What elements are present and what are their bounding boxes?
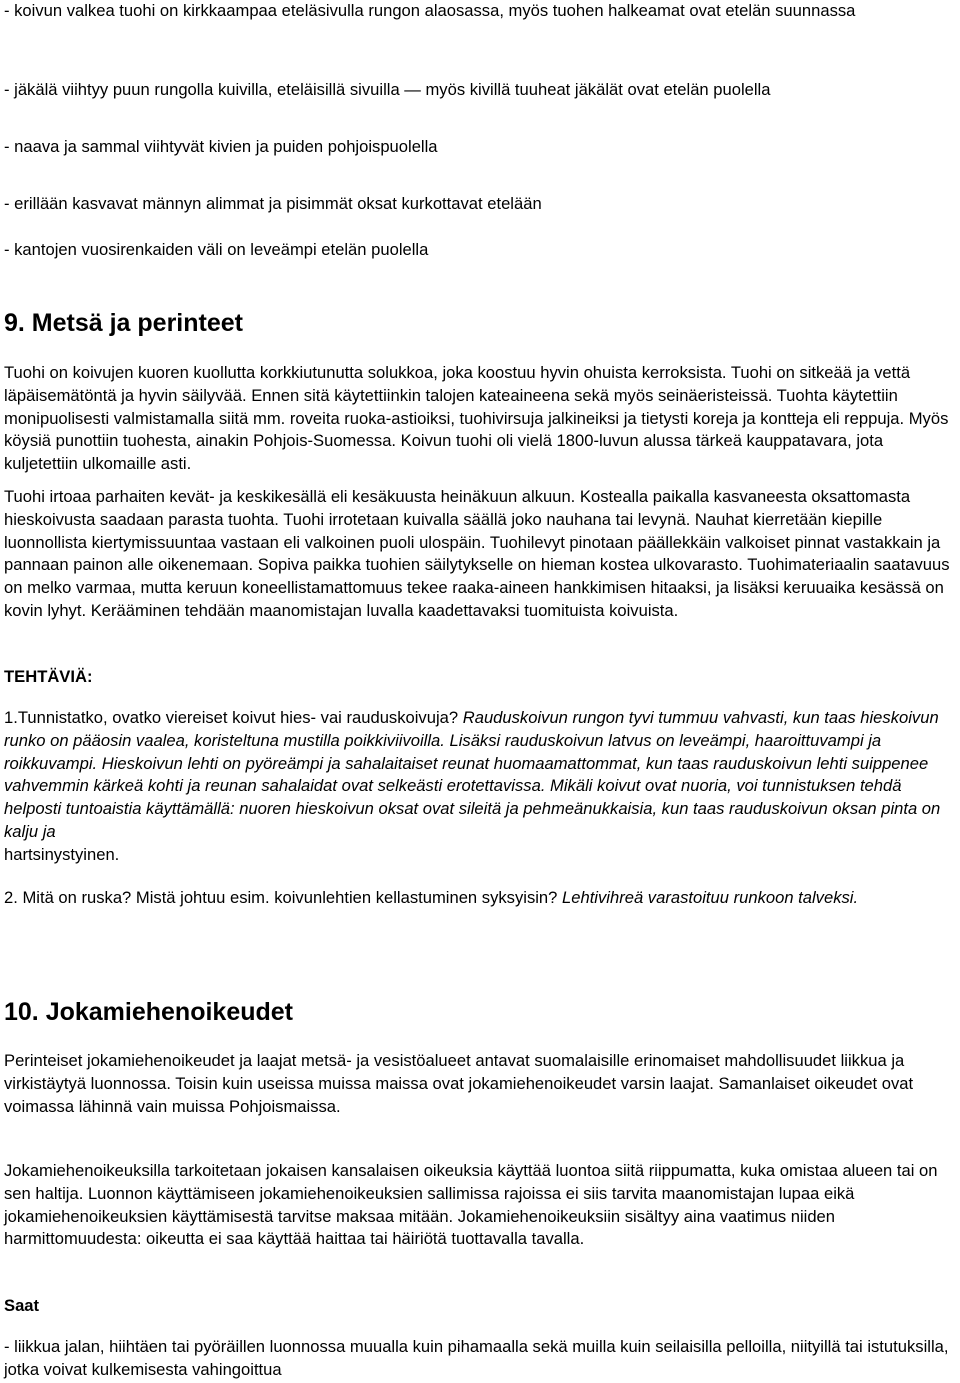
task-question: 1.Tunnistatko, ovatko viereiset koivut hies- vai rauduskoivuja?	[4, 708, 459, 727]
task-question: 2. Mitä on ruska? Mistä johtuu esim. koivunlehtien kellastuminen syksyisin?	[4, 888, 558, 907]
list-item: - liikkua jalan, hiihtäen tai pyöräillen luonnossa muualla kuin pihamaalla sekä muilla kuin seilaisilla pelloilla, niityillä tai istutuksilla, jotka voivat kulkemisesta vahingoittua	[4, 1337, 949, 1379]
paragraph: Tuohi on koivujen kuoren kuollutta korkkiutunutta solukkoa, joka koostuu hyvin ohuista kerroksista. Tuohi on sitkeää ja vettä läpäisemätöntä ja hyvin säilyvää. Ennen sitä käytettiinkin talojen kateaineena sekä myös seinäeristeissä. Tuohta käytettiin monipuolisesti valmistamalla siitä mm. roveita ruoka-astioiksi, tuohivirsuja jalkineiksi ja tietysti koreja ja kontteja eli reppuja. Myös köysiä punottiin tuohesta, ainakin Pohjois-Suomessa. Koivun tuohi oli vielä 1800-luvun alussa tärkeä kauppatavara, jota kuljetettiin ulkomaille asti.	[4, 363, 949, 474]
paragraph: Jokamiehenoikeuksilla tarkoitetaan jokaisen kansalaisen oikeuksia käyttää luontoa siitä riippumatta, kuka omistaa alueen tai on sen haltija. Luonnon käyttämiseen jokamiehenoikeuksien sallimissa rajoissa ei siis tarvita maanomistajan lupaa eikä jokamiehenoikeuksien käyttämisestä tarvitse maksaa mitään. Jokamiehenoikeuksiin sisältyy aina vaatimus niiden harmittomuudesta: oikeutta ei saa käyttää haittaa tai häiriötä tuottavalla tavalla.	[4, 1161, 938, 1249]
list-item: - naava ja sammal viihtyvät kivien ja puiden pohjoispuolella	[4, 137, 438, 156]
list-item: - erillään kasvavat männyn alimmat ja pisimmät oksat kurkottavat etelään	[4, 194, 542, 213]
task-2	[4, 887, 956, 910]
task-answer: Rauduskoivun rungon tyvi tummuu vahvasti, kun taas hieskoivun runko on pääosin vaalea, koristeltuna mustilla poikkiviivoilla. Lisäksi rauduskoivun latvus on leveämpi, haaroittuvampi ja roikkuvampi. Hieskoivun lehti on pyöreämpi ja sahalaitaiset reunat huomaamattommat, kun taas rauduskoivun lehti suippenee vahvemmin kärkeä kohti ja reunan sahalaidat ovat selkeästi erotettavissa. Mikäli koivut ovat nuoria, voi tunnistuksen tehdä helposti tuntoaistia käyttämällä: nuoren hieskoivun oksat ovat sileitä ja pehmeänukkaisia, kun taas rauduskoivun oksan pinta on kalju ja	[4, 708, 941, 841]
list-item: - jäkälä viihtyy puun rungolla kuivilla, eteläisillä sivuilla — myös kivillä tuuheat jäkälät ovat etelän puolella	[4, 80, 771, 99]
tasks-label: TEHTÄVIÄ:	[4, 667, 93, 686]
task-answer: Lehtivihreä varastoituu runkoon talveksi.	[562, 888, 859, 907]
task-1	[4, 707, 956, 867]
paragraph: Tuohi irtoaa parhaiten kevät- ja keskikesällä eli kesäkuusta heinäkuun alkuun. Kostealla paikalla kasvaneesta oksattomasta hieskoivusta saadaan parasta tuohta. Tuohi irrotetaan kuivalla säällä joko nauhana tai levynä. Nauhat kierretään kiepille luonnollista kiertymissuuntaa vastaan eli valkoinen puoli ulospäin. Tuohilevyt pinotaan päällekkäin valkoiset pinnat vastakkain ja pannaan painon alle oikenemaan. Sopiva paikka tuohien säilytykselle on hieman kostea ulkovarasto. Tuohimateriaalin saatavuus on melko varmaa, mutta keruun koneellistamattomuus tekee raaka-aineen hankkimisen hitaaksi, ja lisäksi keruuaika kesässä on kovin lyhyt. Kerääminen tehdään maanomistajan luvalla kaadettavaksi tuomituista koivuista.	[4, 487, 950, 620]
section-heading: 9. Metsä ja perinteet	[4, 309, 243, 337]
task-answer-tail: hartsinystyinen.	[4, 844, 120, 864]
section-heading: 10. Jokamiehenoikeudet	[4, 998, 294, 1026]
paragraph: Perinteiset jokamiehenoikeudet ja laajat metsä- ja vesistöalueet antavat suomalaisille erinomaiset mahdollisuudet liikkua ja virkistäytyä luonnossa. Toisin kuin useissa muissa maissa ovat jokamiehenoikeudet varsin laajat. Samanlaiset oikeudet ovat voimassa lähinnä vain muissa Pohjoismaissa.	[4, 1051, 914, 1116]
list-item: - kantojen vuosirenkaiden väli on leveämpi etelän puolella	[4, 240, 429, 259]
saat-label: Saat	[4, 1296, 40, 1315]
list-item: - koivun valkea tuohi on kirkkaampaa eteläsivulla rungon alaosassa, myös tuohen halkeamat ovat etelän suunnassa	[4, 1, 856, 20]
